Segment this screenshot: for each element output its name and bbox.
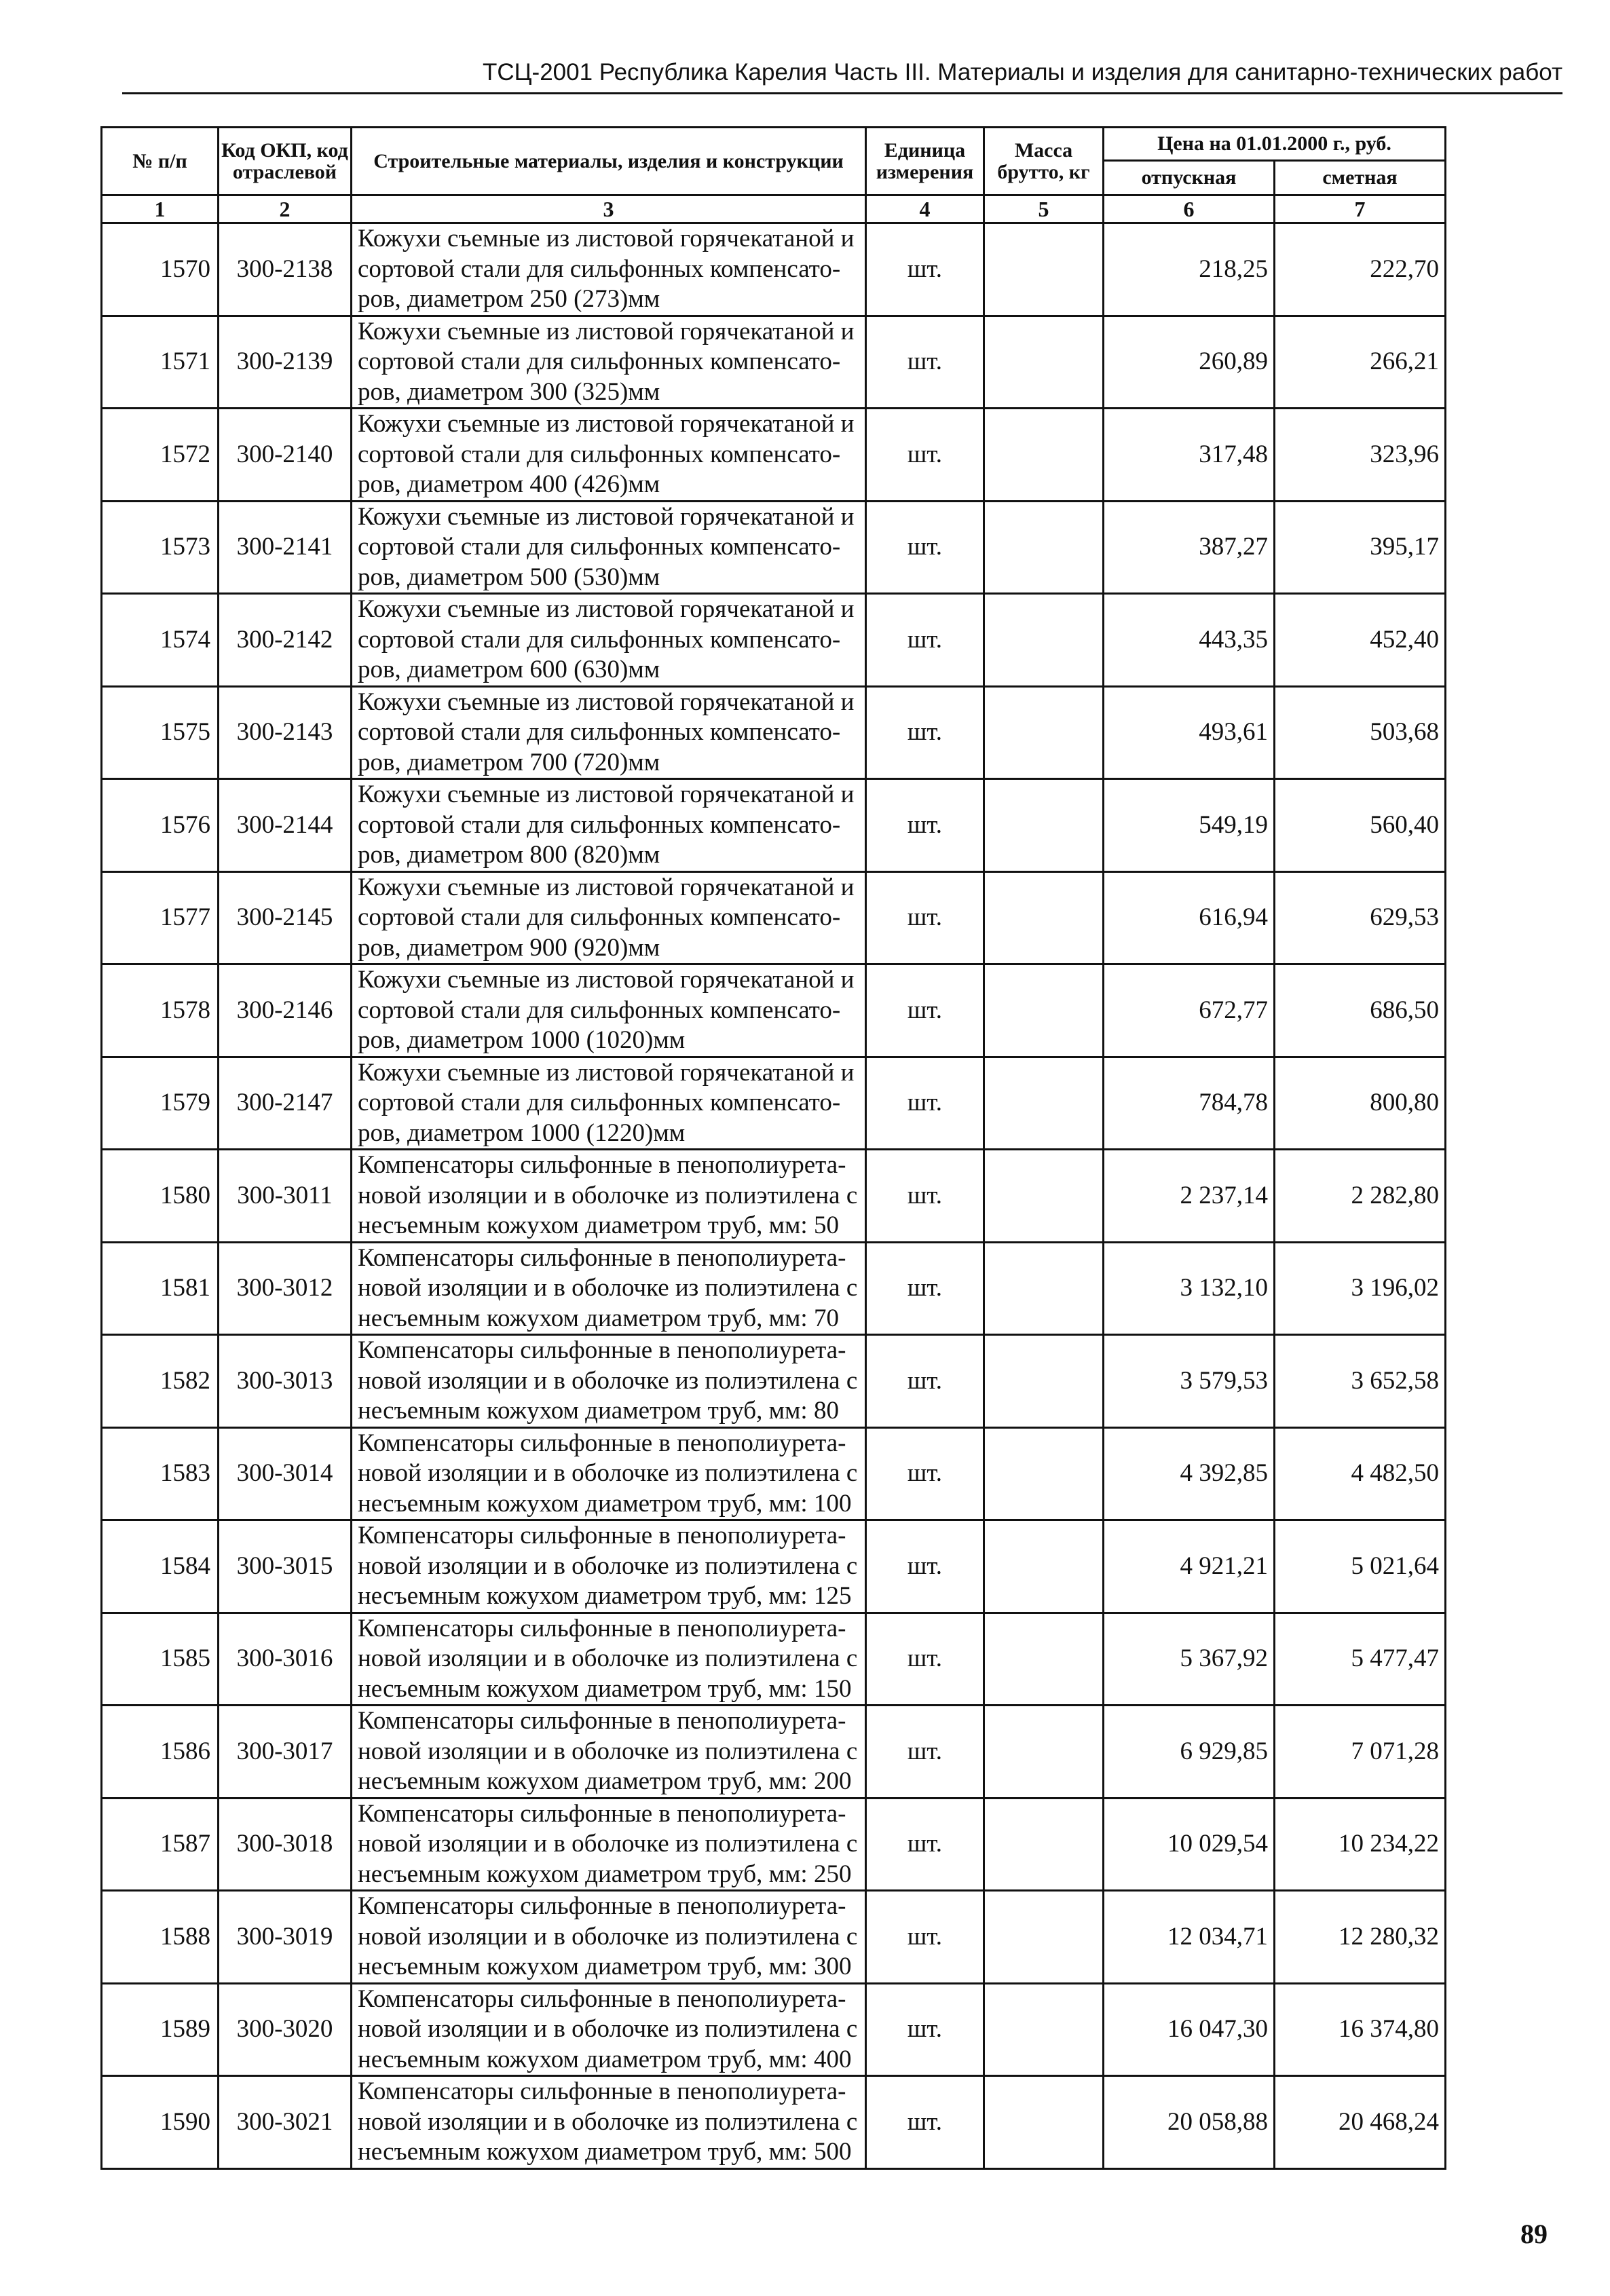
mass-cell [984,964,1104,1057]
material-name-line: Кожухи съемные из листовой горячекатаной и [358,1058,855,1087]
table-row [102,223,1446,316]
mass-cell [984,779,1104,872]
table-row [102,501,1446,594]
sale-price-cell: 2 237,14 [1104,1150,1275,1243]
material-name-line: новой изоляции и в оболочке из полиэтилена с [358,1274,858,1302]
mass-cell [984,1150,1104,1243]
sale-price-cell: 218,25 [1104,223,1275,316]
row-number-cell: 1574 [102,594,219,687]
mass-cell [984,1242,1104,1335]
estimate-price-cell: 3 652,58 [1275,1335,1446,1428]
unit-cell: шт. [866,1520,984,1613]
table-body [102,223,1446,2169]
material-name-line: Компенсаторы сильфонные в пенополиурета- [358,1892,846,1920]
column-number: 1 [102,195,219,223]
okp-code-cell: 300-3019 [219,1891,352,1984]
material-name-line: Компенсаторы сильфонные в пенополиурета- [358,1522,846,1549]
mass-cell [984,686,1104,779]
material-name-line: Компенсаторы сильфонные в пенополиурета- [358,1614,846,1642]
table-row [102,1983,1446,2076]
mass-cell [984,1891,1104,1984]
sale-price-cell: 10 029,54 [1104,1798,1275,1891]
material-name-cell [352,1983,866,2076]
okp-code-cell: 300-2139 [219,316,352,409]
material-name-line: сортовой стали для сильфонных компенсато- [358,718,841,746]
material-name-line: Компенсаторы сильфонные в пенополиурета- [358,1243,846,1272]
unit-cell: шт. [866,1983,984,2076]
sale-price-cell: 616,94 [1104,871,1275,964]
material-name-line: сортовой стали для сильфонных компенсато- [358,1089,841,1116]
material-name-line: несъемным кожухом диаметром труб, мм: 70 [358,1304,839,1332]
material-name-line: несъемным кожухом диаметром труб, мм: 300 [358,1953,852,1980]
material-name-line: сортовой стали для сильфонных компенсато- [358,347,841,375]
table-row [102,779,1446,872]
estimate-price-cell: 2 282,80 [1275,1150,1446,1243]
okp-code-cell: 300-3015 [219,1520,352,1613]
table-row [102,1150,1446,1243]
material-name-cell [352,316,866,409]
unit-cell: шт. [866,1057,984,1150]
material-name-line: несъемным кожухом диаметром труб, мм: 250 [358,1860,852,1888]
material-name-cell [352,2076,866,2169]
material-name-line: ров, диаметром 500 (530)мм [358,563,660,591]
material-name-line: Кожухи съемные из листовой горячекатаной и [358,688,855,716]
material-name-line: Компенсаторы сильфонные в пенополиурета- [358,1336,846,1364]
table-row [102,1613,1446,1706]
material-name-cell [352,594,866,687]
col-header-price-estimate: сметная [1275,161,1446,195]
sale-price-cell: 12 034,71 [1104,1891,1275,1984]
estimate-price-cell: 503,68 [1275,686,1446,779]
okp-code-cell: 300-2140 [219,409,352,502]
sale-price-cell: 672,77 [1104,964,1275,1057]
unit-cell: шт. [866,1798,984,1891]
table-row [102,964,1446,1057]
material-name-line: Кожухи съемные из листовой горячекатаной и [358,225,855,252]
material-name-line: ров, диаметром 1000 (1020)мм [358,1026,686,1054]
material-name-line: новой изоляции и в оболочке из полиэтилена с [358,1830,858,1858]
sale-price-cell: 5 367,92 [1104,1613,1275,1706]
row-number-cell: 1577 [102,871,219,964]
material-name-line: ров, диаметром 900 (920)мм [358,933,660,962]
material-name-line: Кожухи съемные из листовой горячекатаной и [358,595,855,623]
material-name-line: новой изоляции и в оболочке из полиэтилена с [358,1366,858,1395]
estimate-price-cell: 16 374,80 [1275,1983,1446,2076]
okp-code-cell: 300-2146 [219,964,352,1057]
row-number-cell: 1590 [102,2076,219,2169]
material-name-line: несъемным кожухом диаметром труб, мм: 125 [358,1582,852,1610]
material-name-line: Компенсаторы сильфонные в пенополиурета- [358,1799,846,1828]
column-number: 5 [984,195,1104,223]
table-row [102,409,1446,502]
estimate-price-cell: 629,53 [1275,871,1446,964]
estimate-price-cell: 395,17 [1275,501,1446,594]
mass-cell [984,594,1104,687]
column-number-row [102,195,1446,223]
table-row [102,1706,1446,1799]
row-number-cell: 1570 [102,223,219,316]
okp-code-cell: 300-2147 [219,1057,352,1150]
material-name-cell [352,1891,866,1984]
row-number-cell: 1572 [102,409,219,502]
row-number-cell: 1583 [102,1427,219,1520]
okp-code-cell: 300-3012 [219,1242,352,1335]
mass-cell [984,871,1104,964]
unit-cell: шт. [866,1335,984,1428]
row-number-cell: 1581 [102,1242,219,1335]
estimate-price-cell: 686,50 [1275,964,1446,1057]
unit-cell: шт. [866,409,984,502]
mass-cell [984,1427,1104,1520]
material-name-cell [352,1057,866,1150]
mass-cell [984,2076,1104,2169]
material-name-cell [352,1335,866,1428]
estimate-price-cell: 5 477,47 [1275,1613,1446,1706]
material-name-line: ров, диаметром 250 (273)мм [358,285,660,313]
sale-price-cell: 20 058,88 [1104,2076,1275,2169]
material-name-line: Кожухи съемные из листовой горячекатаной и [358,502,855,531]
table-row [102,1335,1446,1428]
material-name-line: Компенсаторы сильфонные в пенополиурета- [358,1429,846,1457]
material-name-line: Кожухи съемные из листовой горячекатаной и [358,780,855,808]
table-row [102,1798,1446,1891]
material-name-line: несъемным кожухом диаметром труб, мм: 100 [358,1489,852,1518]
mass-cell [984,1520,1104,1613]
mass-cell [984,1057,1104,1150]
col-header-price-group: Цена на 01.01.2000 г., руб. [1104,128,1446,161]
material-name-line: новой изоляции и в оболочке из полиэтилена с [358,1644,858,1672]
estimate-price-cell: 5 021,64 [1275,1520,1446,1613]
unit-cell: шт. [866,964,984,1057]
material-name-line: ров, диаметром 700 (720)мм [358,748,660,776]
material-name-line: новой изоляции и в оболочке из полиэтилена с [358,1181,858,1209]
material-name-line: Компенсаторы сильфонные в пенополиурета- [358,1984,846,2013]
material-name-line: Компенсаторы сильфонные в пенополиурета- [358,1707,846,1735]
okp-code-cell: 300-3020 [219,1983,352,2076]
sale-price-cell: 3 579,53 [1104,1335,1275,1428]
unit-cell: шт. [866,594,984,687]
material-name-line: несъемным кожухом диаметром труб, мм: 50 [358,1211,839,1239]
row-number-cell: 1586 [102,1706,219,1799]
unit-cell: шт. [866,1427,984,1520]
col-header-num: № п/п [102,128,219,195]
col-header-name: Строительные материалы, изделия и конструкции [352,128,866,195]
sale-price-cell: 4 392,85 [1104,1427,1275,1520]
row-number-cell: 1580 [102,1150,219,1243]
material-name-cell [352,223,866,316]
material-name-line: новой изоляции и в оболочке из полиэтилена с [358,1551,858,1580]
column-number: 6 [1104,195,1275,223]
table-row [102,1891,1446,1984]
col-header-price-sale: отпускная [1104,161,1275,195]
material-name-line: сортовой стали для сильфонных компенсато- [358,625,841,654]
unit-cell: шт. [866,1613,984,1706]
mass-cell [984,409,1104,502]
sale-price-cell: 784,78 [1104,1057,1275,1150]
okp-code-cell: 300-3016 [219,1613,352,1706]
estimate-price-cell: 222,70 [1275,223,1446,316]
table-row [102,594,1446,687]
material-name-line: новой изоляции и в оболочке из полиэтилена с [358,1737,858,1765]
material-name-line: Кожухи съемные из листовой горячекатаной и [358,966,855,994]
estimate-price-cell: 12 280,32 [1275,1891,1446,1984]
unit-cell: шт. [866,1706,984,1799]
estimate-price-cell: 266,21 [1275,316,1446,409]
estimate-price-cell: 7 071,28 [1275,1706,1446,1799]
unit-cell: шт. [866,779,984,872]
unit-cell: шт. [866,1242,984,1335]
material-name-line: сортовой стали для сильфонных компенсато- [358,255,841,283]
unit-cell: шт. [866,501,984,594]
mass-cell [984,316,1104,409]
mass-cell [984,1798,1104,1891]
material-name-line: сортовой стали для сильфонных компенсато- [358,810,841,839]
material-name-cell [352,409,866,502]
okp-code-cell: 300-3021 [219,2076,352,2169]
row-number-cell: 1571 [102,316,219,409]
sale-price-cell: 6 929,85 [1104,1706,1275,1799]
material-name-line: ров, диаметром 300 (325)мм [358,377,660,406]
row-number-cell: 1582 [102,1335,219,1428]
material-name-cell [352,501,866,594]
okp-code-cell: 300-3011 [219,1150,352,1243]
estimate-price-cell: 560,40 [1275,779,1446,872]
running-header: ТСЦ-2001 Республика Карелия Часть III. Материалы и изделия для санитарно-технических работ [122,56,1562,94]
table-row [102,1520,1446,1613]
row-number-cell: 1585 [102,1613,219,1706]
okp-code-cell: 300-2143 [219,686,352,779]
sale-price-cell: 4 921,21 [1104,1520,1275,1613]
mass-cell [984,223,1104,316]
table-row [102,1057,1446,1150]
table-row [102,1427,1446,1520]
sale-price-cell: 387,27 [1104,501,1275,594]
okp-code-cell: 300-3013 [219,1335,352,1428]
material-name-line: ров, диаметром 1000 (1220)мм [358,1118,686,1147]
material-name-line: новой изоляции и в оболочке из полиэтилена с [358,2107,858,2136]
material-name-line: несъемным кожухом диаметром труб, мм: 200 [358,1767,852,1795]
material-name-line: сортовой стали для сильфонных компенсато- [358,533,841,561]
estimate-price-cell: 3 196,02 [1275,1242,1446,1335]
material-name-line: сортовой стали для сильфонных компенсато- [358,903,841,931]
material-name-line: новой изоляции и в оболочке из полиэтилена с [358,1459,858,1487]
header-row [102,128,1446,161]
unit-cell: шт. [866,316,984,409]
material-name-line: ров, диаметром 800 (820)мм [358,841,660,869]
material-name-line: Кожухи съемные из листовой горячекатаной и [358,873,855,901]
col-header-unit: Единица измерения [866,128,984,195]
okp-code-cell: 300-2145 [219,871,352,964]
mass-cell [984,1983,1104,2076]
material-name-line: новой изоляции и в оболочке из полиэтилена с [358,2015,858,2043]
row-number-cell: 1578 [102,964,219,1057]
material-name-cell [352,1706,866,1799]
sale-price-cell: 16 047,30 [1104,1983,1275,2076]
material-name-cell [352,686,866,779]
row-number-cell: 1589 [102,1983,219,2076]
column-number: 7 [1275,195,1446,223]
col-header-code: Код ОКП, код отраслевой [219,128,352,195]
table-row [102,2076,1446,2169]
okp-code-cell: 300-3017 [219,1706,352,1799]
mass-cell [984,501,1104,594]
material-name-cell [352,964,866,1057]
material-name-cell [352,1798,866,1891]
row-number-cell: 1584 [102,1520,219,1613]
price-table [100,126,1446,2170]
material-name-line: сортовой стали для сильфонных компенсато- [358,996,841,1024]
sale-price-cell: 3 132,10 [1104,1242,1275,1335]
unit-cell: шт. [866,223,984,316]
sale-price-cell: 260,89 [1104,316,1275,409]
okp-code-cell: 300-2142 [219,594,352,687]
material-name-cell [352,1150,866,1243]
row-number-cell: 1575 [102,686,219,779]
okp-code-cell: 300-2144 [219,779,352,872]
row-number-cell: 1587 [102,1798,219,1891]
column-number: 3 [352,195,866,223]
material-name-line: Компенсаторы сильфонные в пенополиурета- [358,2077,846,2105]
estimate-price-cell: 4 482,50 [1275,1427,1446,1520]
sale-price-cell: 493,61 [1104,686,1275,779]
okp-code-cell: 300-3014 [219,1427,352,1520]
material-name-line: Компенсаторы сильфонные в пенополиурета- [358,1151,846,1179]
sale-price-cell: 443,35 [1104,594,1275,687]
material-name-cell [352,1520,866,1613]
material-name-cell [352,1427,866,1520]
material-name-line: ров, диаметром 400 (426)мм [358,470,660,498]
material-name-line: несъемным кожухом диаметром труб, мм: 400 [358,2045,852,2073]
page-number: 89 [1520,2219,1548,2249]
mass-cell [984,1706,1104,1799]
row-number-cell: 1579 [102,1057,219,1150]
table-row [102,871,1446,964]
table-row [102,686,1446,779]
estimate-price-cell: 452,40 [1275,594,1446,687]
row-number-cell: 1588 [102,1891,219,1984]
material-name-line: Кожухи съемные из листовой горячекатаной и [358,410,855,438]
okp-code-cell: 300-3018 [219,1798,352,1891]
mass-cell [984,1613,1104,1706]
unit-cell: шт. [866,1150,984,1243]
table-row [102,1242,1446,1335]
sale-price-cell: 317,48 [1104,409,1275,502]
material-name-line: несъемным кожухом диаметром труб, мм: 150 [358,1674,852,1703]
sale-price-cell: 549,19 [1104,779,1275,872]
unit-cell: шт. [866,871,984,964]
material-name-cell [352,871,866,964]
material-name-line: ров, диаметром 600 (630)мм [358,656,660,683]
unit-cell: шт. [866,2076,984,2169]
material-name-line: несъемным кожухом диаметром труб, мм: 500 [358,2138,852,2166]
material-name-line: новой изоляции и в оболочке из полиэтилена с [358,1922,858,1951]
column-number: 4 [866,195,984,223]
estimate-price-cell: 20 468,24 [1275,2076,1446,2169]
material-name-line: несъемным кожухом диаметром труб, мм: 80 [358,1397,839,1425]
material-name-cell [352,1242,866,1335]
material-name-cell [352,1613,866,1706]
material-name-line: сортовой стали для сильфонных компенсато- [358,440,841,468]
unit-cell: шт. [866,686,984,779]
mass-cell [984,1335,1104,1428]
table-row [102,316,1446,409]
row-number-cell: 1576 [102,779,219,872]
material-name-line: Кожухи съемные из листовой горячекатаной и [358,317,855,345]
okp-code-cell: 300-2141 [219,501,352,594]
estimate-price-cell: 800,80 [1275,1057,1446,1150]
estimate-price-cell: 10 234,22 [1275,1798,1446,1891]
row-number-cell: 1573 [102,501,219,594]
material-name-cell [352,779,866,872]
unit-cell: шт. [866,1891,984,1984]
estimate-price-cell: 323,96 [1275,409,1446,502]
column-number: 2 [219,195,352,223]
col-header-mass: Масса брутто, кг [984,128,1104,195]
okp-code-cell: 300-2138 [219,223,352,316]
